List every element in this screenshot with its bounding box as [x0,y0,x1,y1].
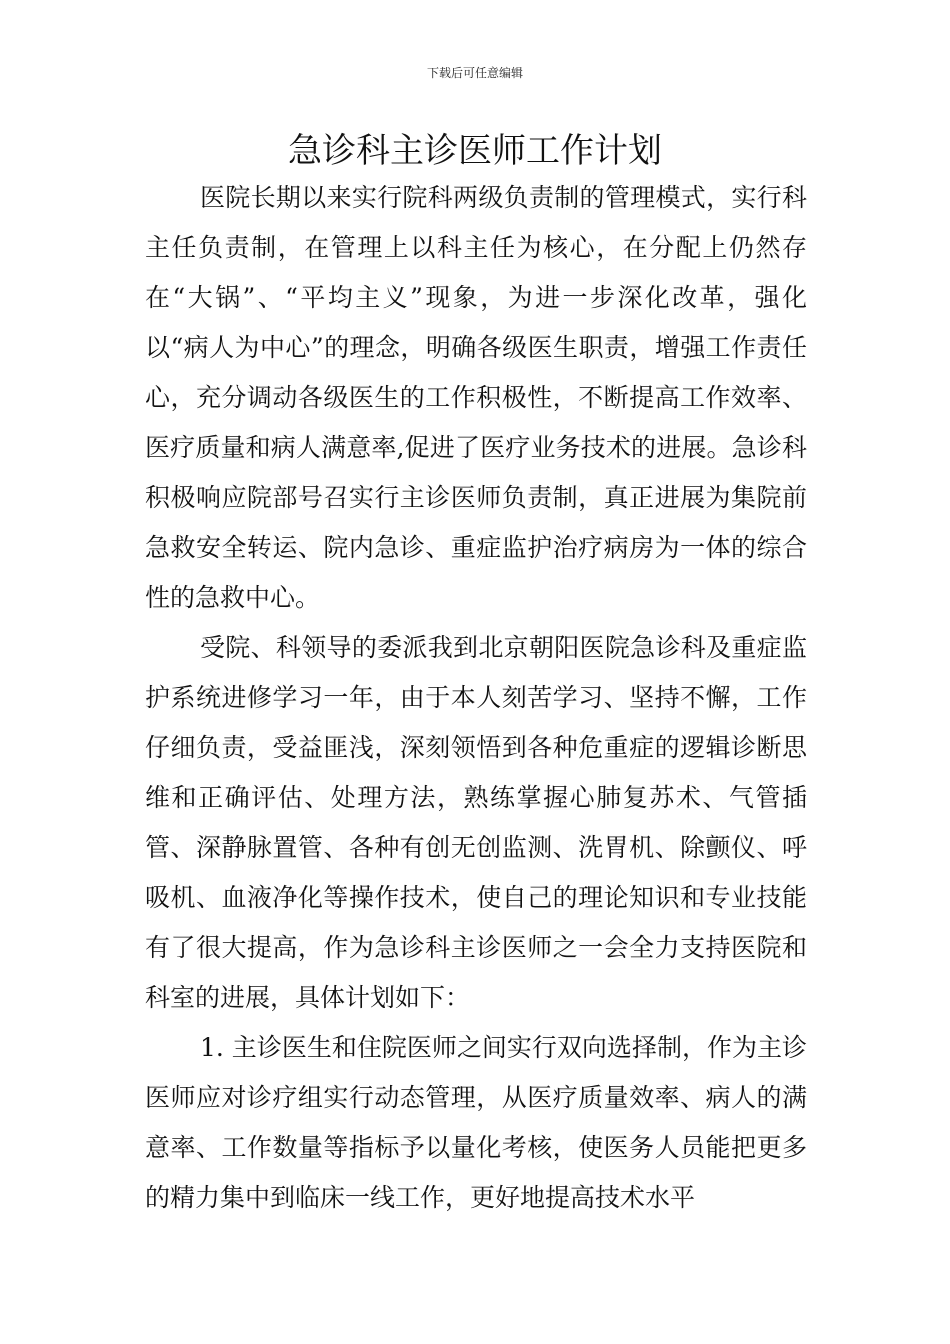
header-note: 下载后可任意编辑 [426,66,523,80]
document-title: 急诊科主诊医师工作计划 [288,131,662,171]
paragraph-intro: 医院长期以来实行院科两级负责制的管理模式，实行科主任负责制，在管理上以科主任为核心，在分配上仍然存在“大锅”、“平均主义”现象，为进一步深化改革，强化以“病人为中心”的理念，明确各级医生职责，增强工作责任心，充分调动各级医生的工作积极性，不断提高工作效率、医疗质量和病人满意率,促进了医疗业务技术的进展。急诊科积极响应院部号召实行主诊医师负责制，真正进展为集院前急救安全转运、院内急诊、重症监护治疗病房为一体的综合性的急救中心。 [145,183,807,612]
document-body [145,173,807,1223]
paragraph-training: 受院、科领导的委派我到北京朝阳医院急诊科及重症监护系统进修学习一年，由于本人刻苦学习、坚持不懈，工作仔细负责，受益匪浅，深刻领悟到各种危重症的逻辑诊断思维和正确评估、处理方法，熟练掌握心肺复苏术、气管插管、深静脉置管、各种有创无创监测、洗胃机、除颤仪、呼吸机、血液净化等操作技术，使自己的理论知识和专业技能有了很大提高，作为急诊科主诊医师之一会全力支持医院和科室的进展，具体计划如下： [145,633,807,1012]
paragraph-plan-item-1: 1. 主诊医生和住院医师之间实行双向选择制，作为主诊医师应对诊疗组实行动态管理，从医疗质量效率、病人的满意率、工作数量等指标予以量化考核，使医务人员能把更多的精力集中到临床一线工作，更好地提高技术水平 [145,1033,807,1212]
